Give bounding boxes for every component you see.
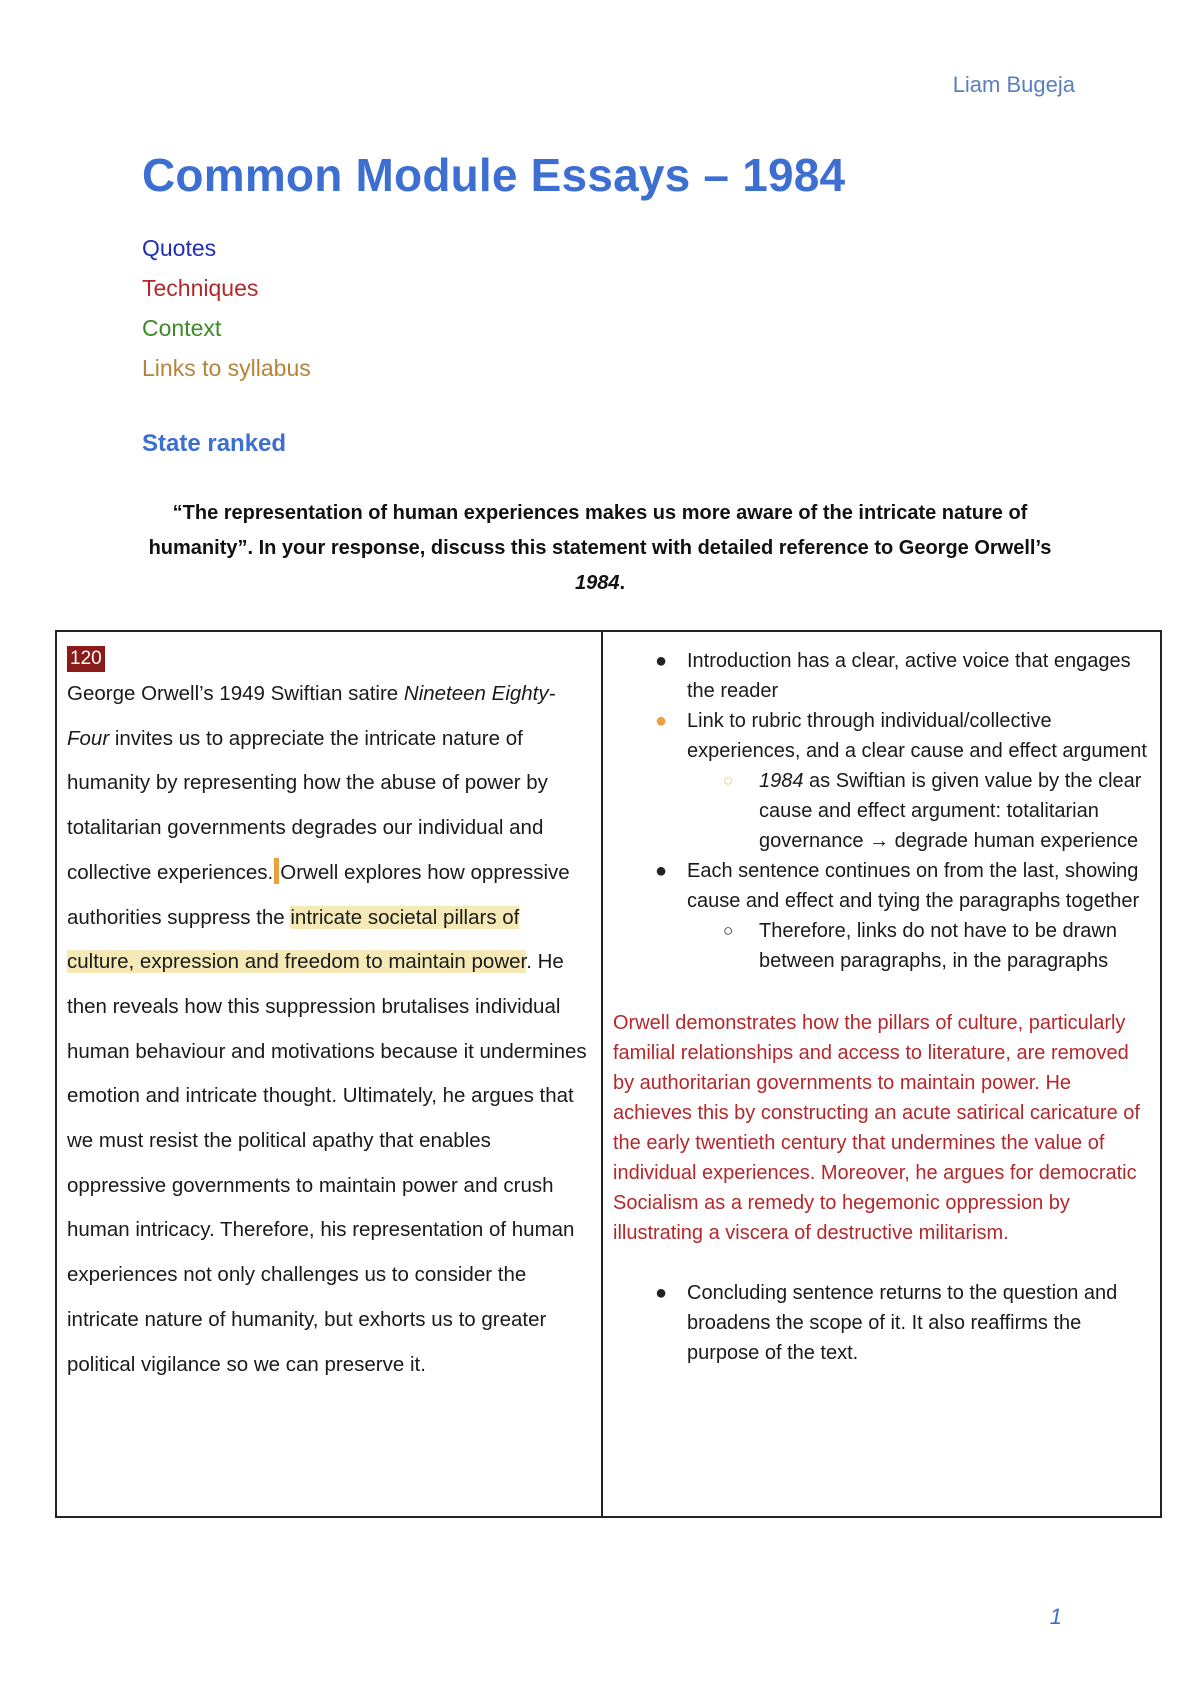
text-cursor [274,858,279,884]
section-heading: State ranked [142,430,287,457]
annotation-item [613,856,1148,976]
bullet-icon: ● [655,1282,668,1304]
bullet-icon: ● [655,710,668,732]
annotation-list [613,646,1148,976]
annotation-novel-title: 1984 [759,770,804,792]
word-count-badge: 120 [67,646,105,672]
annotation-item [613,646,1148,706]
essay-sentence: George Orwell’s 1949 Swiftian satire [67,682,404,705]
essay-introduction [67,672,591,1387]
annotation-text: as Swiftian is given value by the clear cause and effect argument: totalitarian governance → degrade human experience [759,770,1142,852]
essay-novel-title: Nineteen Eighty-Four [67,682,556,750]
annotation-text: Concluding sentence returns to the question and broadens the scope of it. It also reaffirms the purpose of the text. [687,1282,1118,1364]
hollow-bullet-icon: ○ [723,921,734,940]
essay-sentence: Orwell explores how oppressive authorities suppress the [67,860,570,929]
question-end: . [619,572,626,594]
annotation-list [613,1278,1148,1368]
question-text-title: 1984 [574,572,620,594]
technique-analysis: Orwell demonstrates how the pillars of culture, particularly familial relationships and access to literature, are removed by authoritarian governments to maintain power. He achieves this by constructing an acute satirical caricature of the early twentieth century that undermines the value of individual experiences. Moreover, he argues for democratic Socialism as a remedy to hegemonic oppression by illustrating a viscera of destructive militarism. [613,1012,1140,1244]
annotation-text: Introduction has a clear, active voice that engages the reader [687,650,1131,702]
essay-sentence: invites us to appreciate the intricate nature of humanity by representing how the abuse of power by totalitarian governments degrades our individual and collective experiences. [67,726,548,884]
annotation-item [613,706,1148,856]
hollow-bullet-icon: ○ [723,771,734,790]
legend-techniques: Techniques [142,275,259,301]
document-title: Common Module Essays – 1984 [142,149,846,201]
essay-sentence: . He then reveals how this suppression brutalises individual human behaviour and motivations because it undermines emotion and intricate thought. Ultimately, he argues that we must resist the political apathy that enables oppressive governments to maintain power and crush human intricacy. Therefore, his representation of human experiences not only challenges us to consider the intricate nature of humanity, but exhorts us to greater political vigilance so we can preserve it. [67,950,587,1376]
highlighted-text: intricate societal pillars of culture, expression and freedom to maintain power [67,905,527,974]
annotation-sublist [687,916,1148,976]
annotation-subitem [687,916,1148,976]
annotation-text: Each sentence continues on from the last, showing cause and effect and tying the paragraphs together [687,860,1140,912]
annotation-sublist [687,766,1148,856]
annotation-item [613,1278,1148,1368]
essay-column [57,632,603,1516]
legend-links-to-syllabus: Links to syllabus [142,355,311,381]
annotation-text: Therefore, links do not have to be drawn between paragraphs, in the paragraphs [759,920,1117,972]
annotation-column [603,632,1160,1516]
essay-table [55,630,1162,1518]
legend-quotes: Quotes [142,235,217,261]
annotation-text: Link to rubric through individual/collective experiences, and a clear cause and effect argument [687,710,1147,762]
legend-context: Context [142,315,222,341]
page-number: 1 [1049,1604,1062,1629]
color-legend [142,228,311,388]
author-name: Liam Bugeja [952,72,1075,97]
bullet-icon: ● [655,650,668,672]
question-text: “The representation of human experiences makes us more aware of the intricate nature of humanity”. In your response, discuss this statement with detailed reference to George Orwell’s [148,502,1052,559]
annotation-subitem [687,766,1148,856]
essay-question [140,496,1060,601]
bullet-icon: ● [655,860,668,882]
